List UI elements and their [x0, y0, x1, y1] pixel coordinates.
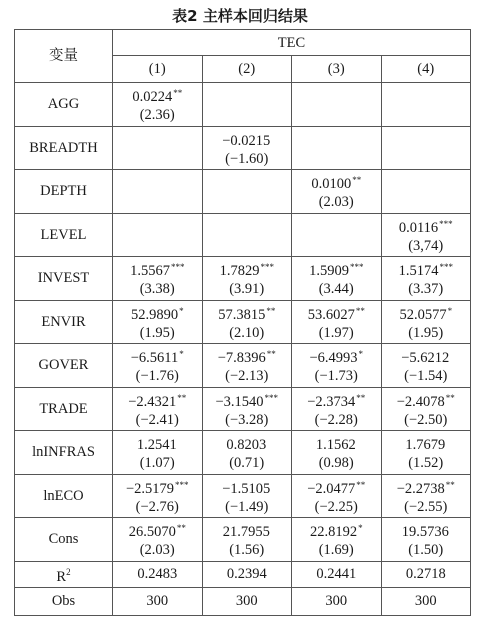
coefficient-value: 19.5736	[401, 524, 449, 541]
coefficient-cell	[113, 387, 203, 431]
significance-stars: ***	[260, 262, 274, 273]
significance-stars: *	[358, 523, 363, 534]
significance-stars: ***	[264, 392, 279, 403]
variable-name: LEVEL	[15, 213, 113, 257]
coefficient-cell	[113, 213, 203, 257]
table-row	[15, 518, 471, 562]
coefficient-value: 1.7829	[219, 263, 260, 280]
table-row	[15, 431, 471, 475]
coefficient-cell	[292, 257, 382, 301]
table-row	[15, 257, 471, 301]
coefficient-value: −7.8396	[217, 350, 266, 367]
coefficient-value: −2.2738	[396, 480, 445, 497]
coefficient-cell	[381, 170, 471, 214]
significance-stars: ***	[170, 262, 185, 273]
coefficient-cell	[202, 213, 292, 257]
significance-stars: **	[266, 349, 276, 360]
significance-stars: **	[177, 392, 187, 403]
column-header-3: (3)	[292, 56, 382, 83]
coefficient-value: 1.5174	[398, 263, 439, 280]
t-statistic: (−2.76)	[135, 498, 179, 515]
coefficient-value: 1.1562	[315, 437, 356, 454]
t-statistic: (1.69)	[318, 542, 354, 559]
coefficient-cell	[292, 431, 382, 475]
r-squared-value: 0.2483	[113, 561, 203, 587]
regression-table	[14, 29, 471, 616]
t-statistic: (−2.41)	[135, 411, 179, 428]
t-statistic: (3.91)	[229, 281, 265, 298]
table-row	[15, 300, 471, 344]
variable-name: ENVIR	[15, 300, 113, 344]
table-row	[15, 126, 471, 170]
coefficient-cell	[202, 474, 292, 518]
significance-stars: **	[173, 88, 183, 99]
coefficient-value: 0.8203	[226, 437, 267, 454]
t-statistic: (3.37)	[408, 281, 444, 298]
coefficient-value: 0.0224	[132, 89, 173, 106]
coefficient-value: −6.5611	[130, 350, 179, 367]
t-statistic: (1.07)	[139, 455, 175, 472]
coefficient-cell	[202, 431, 292, 475]
coefficient-cell	[113, 257, 203, 301]
t-statistic: (−3.28)	[225, 411, 269, 428]
significance-stars: *	[179, 349, 184, 360]
t-statistic: (1.56)	[229, 542, 265, 559]
coefficient-cell	[292, 170, 382, 214]
observations-row	[15, 587, 471, 615]
t-statistic: (−1.60)	[225, 150, 269, 167]
coefficient-value: 1.5909	[309, 263, 349, 280]
variable-name: GOVER	[15, 344, 113, 388]
t-statistic: (3.44)	[318, 281, 354, 298]
coefficient-cell	[113, 126, 203, 170]
coefficient-cell	[381, 83, 471, 127]
coefficient-cell	[381, 387, 471, 431]
t-statistic: (3.38)	[139, 281, 175, 298]
coefficient-cell	[113, 170, 203, 214]
variable-name: lnINFRAS	[15, 431, 113, 475]
coefficient-cell	[113, 344, 203, 388]
coefficient-cell	[292, 300, 382, 344]
t-statistic: (1.95)	[139, 324, 175, 341]
significance-stars: *	[358, 349, 364, 360]
coefficient-cell	[292, 387, 382, 431]
t-statistic: (−2.55)	[404, 498, 448, 515]
significance-stars: ***	[439, 262, 453, 273]
coefficient-value: 1.2541	[136, 437, 177, 454]
coefficient-cell	[202, 518, 292, 562]
coefficient-cell	[202, 83, 292, 127]
table-row	[15, 387, 471, 431]
significance-stars: *	[447, 305, 453, 316]
coefficient-value: 53.6027	[307, 306, 355, 323]
variable-name: TRADE	[15, 387, 113, 431]
r-squared-value: 0.2441	[292, 561, 382, 587]
coefficient-cell	[381, 344, 471, 388]
coefficient-cell	[113, 431, 203, 475]
coefficient-cell	[202, 257, 292, 301]
coefficient-cell	[292, 213, 382, 257]
t-statistic: (−1.76)	[135, 368, 179, 385]
variable-header: 变量	[15, 30, 113, 83]
t-statistic: (−1.54)	[404, 368, 448, 385]
column-header-2: (2)	[202, 56, 292, 83]
coefficient-cell	[381, 300, 471, 344]
t-statistic: (−1.49)	[225, 498, 269, 515]
observations-value: 300	[381, 587, 471, 615]
significance-stars: **	[356, 479, 366, 490]
coefficient-cell	[202, 344, 292, 388]
coefficient-value: 21.7955	[222, 524, 270, 541]
coefficient-value: −0.0215	[222, 132, 271, 149]
observations-value: 300	[113, 587, 203, 615]
coefficient-value: 57.3815	[218, 306, 266, 323]
coefficient-value: 26.5070	[128, 524, 176, 541]
coefficient-cell	[381, 213, 471, 257]
t-statistic: (2.03)	[139, 542, 175, 559]
r-squared-row	[15, 561, 471, 587]
coefficient-cell	[292, 83, 382, 127]
column-header-1: (1)	[113, 56, 203, 83]
significance-stars: *	[179, 305, 184, 316]
table-title: 表2 主样本回归结果	[172, 7, 308, 25]
coefficient-value: −2.0477	[307, 480, 356, 497]
coefficient-value: 52.9890	[130, 306, 179, 323]
significance-stars: **	[445, 479, 455, 490]
table-row	[15, 83, 471, 127]
coefficient-cell	[202, 300, 292, 344]
column-header-4: (4)	[381, 56, 471, 83]
coefficient-value: −2.5179	[125, 480, 175, 497]
coefficient-cell	[113, 83, 203, 127]
r-squared-value: 0.2718	[381, 561, 471, 587]
t-statistic: (1.95)	[408, 324, 444, 341]
t-statistic: (3,74)	[408, 237, 444, 254]
coefficient-value: 1.5567	[130, 263, 170, 280]
significance-stars: ***	[439, 218, 453, 229]
coefficient-cell	[381, 474, 471, 518]
significance-stars: ***	[349, 262, 364, 273]
coefficient-value: −1.5105	[222, 480, 271, 497]
coefficient-value: −6.4993	[309, 350, 358, 367]
significance-stars: **	[355, 305, 365, 316]
coefficient-cell	[292, 126, 382, 170]
coefficient-cell	[381, 518, 471, 562]
t-statistic: (0.98)	[318, 455, 354, 472]
t-statistic: (−2.13)	[225, 368, 269, 385]
coefficient-cell	[381, 257, 471, 301]
coefficient-cell	[113, 474, 203, 518]
coefficient-cell	[381, 431, 471, 475]
coefficient-value: 1.7679	[405, 437, 446, 454]
coefficient-cell	[292, 474, 382, 518]
t-statistic: (−2.50)	[404, 411, 448, 428]
coefficient-cell	[113, 518, 203, 562]
t-statistic: (1.52)	[408, 455, 444, 472]
coefficient-value: 0.0100	[311, 176, 352, 193]
coefficient-value: −5.6212	[401, 350, 450, 367]
coefficient-cell	[202, 126, 292, 170]
variable-name: INVEST	[15, 257, 113, 301]
significance-stars: **	[445, 392, 455, 403]
coefficient-cell	[381, 126, 471, 170]
coefficient-value: −3.1540	[215, 393, 264, 410]
t-statistic: (0.71)	[229, 455, 265, 472]
significance-stars: **	[266, 305, 276, 316]
tec-group-header: TEC	[113, 30, 471, 56]
t-statistic: (1.97)	[318, 324, 354, 341]
coefficient-cell	[202, 387, 292, 431]
significance-stars: ***	[175, 479, 189, 490]
t-statistic: (1.50)	[408, 542, 444, 559]
significance-stars: **	[176, 523, 186, 534]
coefficient-cell	[113, 300, 203, 344]
t-statistic: (2.36)	[139, 107, 175, 124]
coefficient-value: 22.8192	[309, 524, 358, 541]
variable-name: BREADTH	[15, 126, 113, 170]
t-statistic: (−2.28)	[314, 411, 358, 428]
significance-stars: **	[352, 175, 362, 186]
r-squared-value: 0.2394	[202, 561, 292, 587]
t-statistic: (2.10)	[229, 324, 265, 341]
observations-label: Obs	[15, 587, 113, 615]
table-row	[15, 170, 471, 214]
table-row	[15, 213, 471, 257]
table-row	[15, 344, 471, 388]
t-statistic: (−1.73)	[314, 368, 358, 385]
significance-stars: **	[356, 392, 366, 403]
observations-value: 300	[202, 587, 292, 615]
coefficient-value: 0.0116	[398, 219, 439, 236]
coefficient-value: −2.4078	[396, 393, 445, 410]
coefficient-value: −2.4321	[128, 393, 177, 410]
variable-name: Cons	[15, 518, 113, 562]
coefficient-cell	[202, 170, 292, 214]
coefficient-cell	[292, 344, 382, 388]
coefficient-value: −2.3734	[307, 393, 356, 410]
r-squared-label: $R^2$	[15, 561, 113, 587]
variable-name: DEPTH	[15, 170, 113, 214]
variable-name: AGG	[15, 83, 113, 127]
t-statistic: (−2.25)	[314, 498, 358, 515]
coefficient-cell	[292, 518, 382, 562]
table-row	[15, 474, 471, 518]
coefficient-value: 52.0577	[399, 306, 447, 323]
observations-value: 300	[292, 587, 382, 615]
variable-name: lnECO	[15, 474, 113, 518]
t-statistic: (2.03)	[318, 194, 354, 211]
